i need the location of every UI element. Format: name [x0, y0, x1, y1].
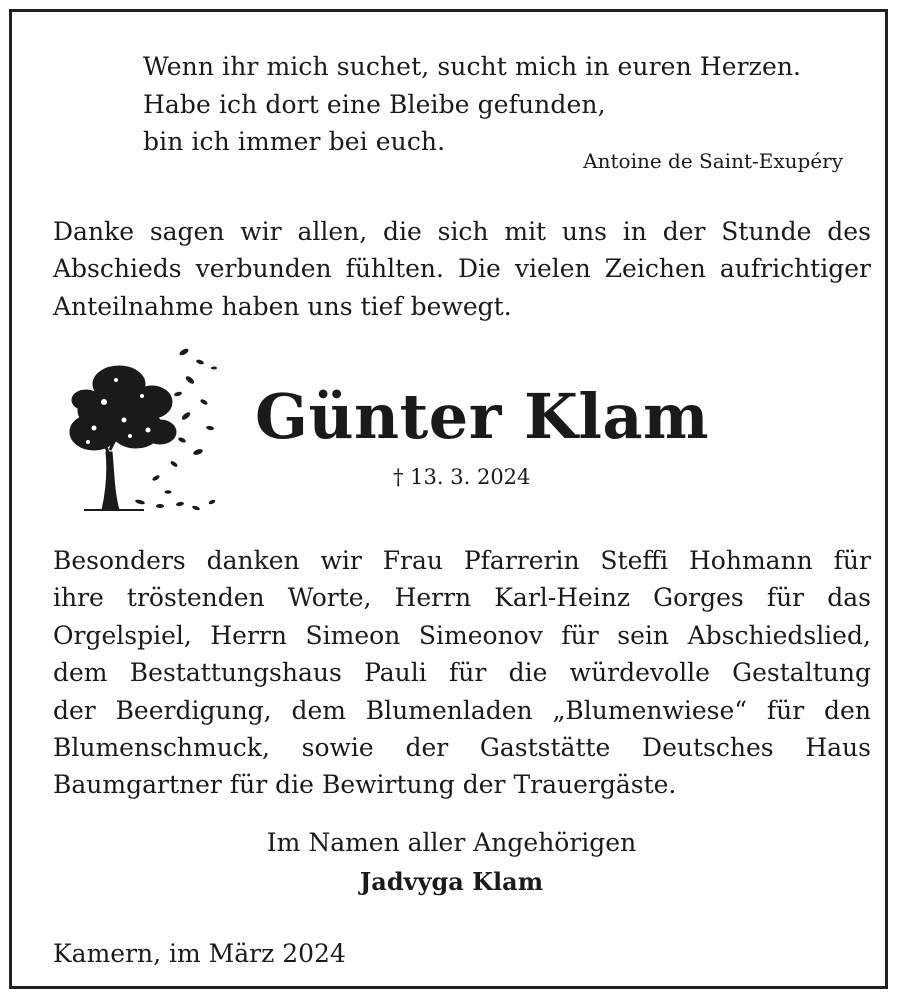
word: Zeichen [604, 254, 706, 284]
word: sagen [149, 217, 225, 246]
word: dem [291, 695, 346, 725]
word: Deutsches [642, 733, 774, 763]
word: Herrn [394, 583, 472, 613]
word: Frau [382, 546, 443, 575]
word: Blumenladen [365, 695, 533, 725]
word: die [508, 658, 548, 688]
thanks-line [53, 654, 871, 691]
word: tröstenden [126, 583, 265, 613]
word: Worte, [287, 583, 372, 613]
word: Beerdigung, [115, 695, 272, 725]
word: Haus [805, 733, 871, 763]
quote-author: Antoine de Saint-Exupéry [583, 149, 843, 173]
closing-line: Im Namen aller Angehörigen [266, 828, 637, 857]
word: fühlten. [345, 254, 444, 284]
word: Herrn [210, 620, 287, 650]
word: Danke [53, 217, 134, 246]
word: haben [221, 291, 300, 321]
word: des [827, 217, 871, 246]
word: die [275, 770, 314, 800]
word: Orgelspiel, [53, 620, 192, 650]
word: sich [437, 217, 489, 246]
word: für [766, 583, 805, 613]
word: die [383, 217, 422, 246]
word: der [53, 695, 96, 725]
word: uns [561, 217, 607, 246]
word: Bewirtung [321, 770, 455, 800]
word: Simeonov [418, 620, 543, 650]
word: für [449, 658, 487, 688]
thanks-line [53, 542, 871, 579]
word: bewegt. [410, 291, 512, 321]
thanks-line [53, 692, 871, 729]
word: Gestaltung [732, 658, 871, 688]
word: wir [240, 217, 282, 246]
word: würdevolle [569, 658, 710, 688]
intro-line [53, 250, 871, 287]
word: in [622, 217, 647, 246]
word: dem [53, 658, 108, 688]
word: der [662, 217, 706, 246]
word: Trauergäste. [513, 770, 677, 800]
word: danken [206, 546, 300, 575]
obituary-frame [9, 9, 888, 989]
intro-line [53, 288, 871, 325]
quote-line: bin ich immer bei euch. [143, 127, 446, 156]
word: wir [320, 546, 362, 575]
word: Steffi [600, 546, 669, 575]
word: Karl-Heinz [494, 583, 631, 613]
word: Abschiedslied, [687, 620, 871, 650]
word: das [827, 583, 871, 613]
word: allen, [297, 217, 368, 246]
quote-line: Wenn ihr mich suchet, sucht mich in euren Herzen. [143, 52, 802, 81]
word: sowie [301, 733, 374, 763]
word: verbunden [195, 254, 332, 284]
word: den [824, 695, 871, 725]
thanks-line [53, 617, 871, 654]
signatory-name: Jadvyga Klam [359, 867, 544, 896]
tree-with-falling-leaves-icon [64, 332, 224, 517]
death-date: † 13. 3. 2024 [393, 465, 531, 489]
word: Die [458, 254, 501, 284]
word: Pfarrerin [463, 546, 580, 575]
word: „Blumenwiese“ [552, 695, 748, 725]
word: Besonders [53, 546, 186, 575]
word: Gorges [653, 583, 744, 613]
thanks-line [53, 766, 871, 803]
word: Gaststätte [479, 733, 611, 763]
word: sein [617, 620, 670, 650]
quote-line: Habe ich dort eine Bleibe gefunden, [143, 89, 606, 119]
word: mit [504, 217, 547, 246]
word: aufrichtiger [719, 254, 871, 284]
thanks-line [53, 729, 871, 766]
place-date: Kamern, im März 2024 [53, 939, 346, 968]
word: Anteilnahme [53, 291, 214, 321]
intro-line [53, 213, 871, 250]
word: für [229, 770, 268, 800]
deceased-name: Günter Klam [255, 380, 710, 453]
word: uns [307, 291, 353, 321]
word: für [766, 695, 805, 725]
word: der [462, 770, 506, 800]
word: Simeon [305, 620, 401, 650]
word: Hohmann [689, 546, 813, 575]
thanks-line [53, 579, 871, 616]
word: tief [360, 291, 403, 321]
thanks-paragraph [53, 542, 871, 804]
intro-paragraph [53, 213, 871, 325]
word: der [405, 733, 449, 763]
word: Blumenschmuck, [53, 733, 270, 763]
word: Pauli [364, 658, 427, 688]
word: vielen [514, 254, 591, 284]
word: Stunde [721, 217, 812, 246]
word: Abschieds [53, 254, 182, 284]
word: für [833, 546, 871, 575]
word: Bestattungshaus [129, 658, 342, 688]
word: für [561, 620, 599, 650]
quote-block [143, 48, 863, 161]
word: Baumgartner [53, 770, 222, 800]
word: ihre [53, 583, 104, 613]
